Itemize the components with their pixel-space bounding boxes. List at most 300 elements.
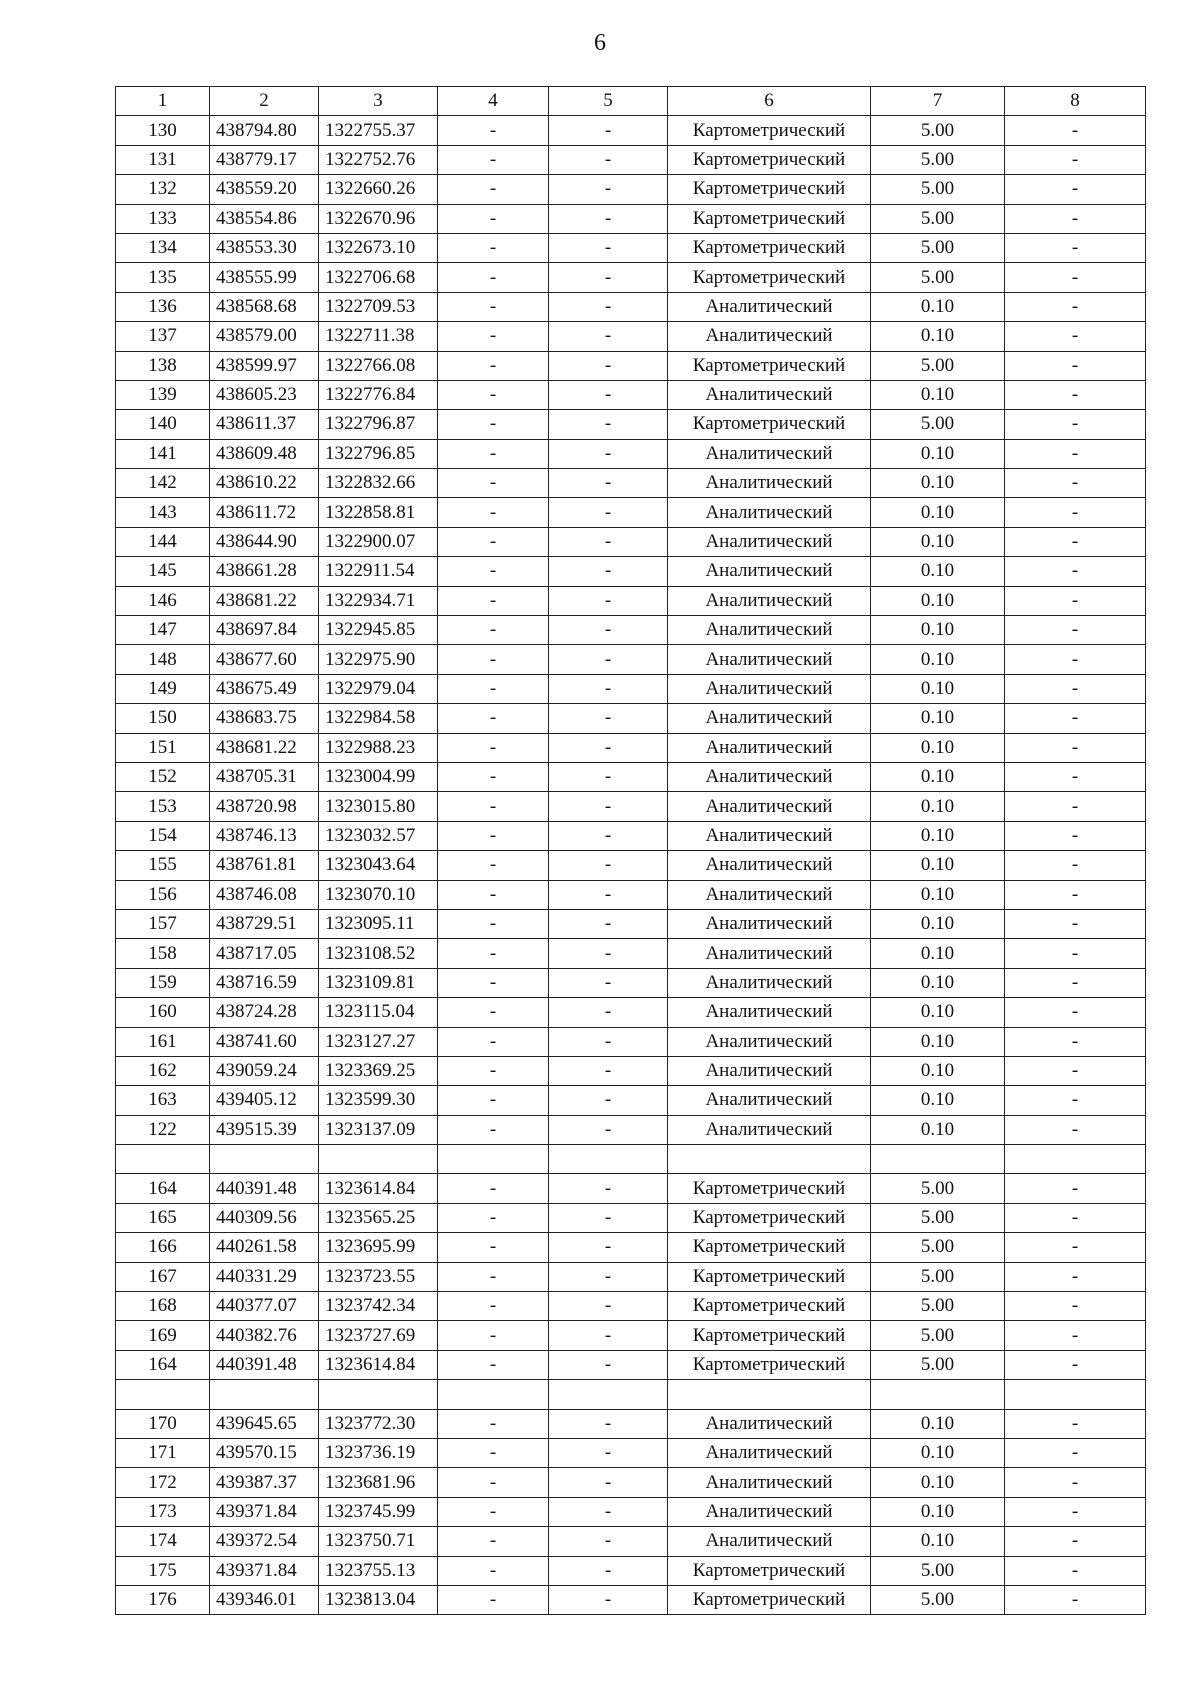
col4-cell: - <box>438 1086 549 1115</box>
col8-cell: - <box>1005 851 1146 880</box>
accuracy-cell: 5.00 <box>871 263 1005 292</box>
point-number-cell: 135 <box>116 263 210 292</box>
col5-cell: - <box>549 792 668 821</box>
col5-cell: - <box>549 292 668 321</box>
point-number-cell: 174 <box>116 1527 210 1556</box>
accuracy-cell: 0.10 <box>871 1115 1005 1144</box>
y-coordinate-cell: 1323723.55 <box>319 1262 438 1291</box>
method-cell: Аналитический <box>668 322 871 351</box>
accuracy-cell: 0.10 <box>871 527 1005 556</box>
y-coordinate-cell: 1322984.58 <box>319 704 438 733</box>
point-number-cell: 160 <box>116 998 210 1027</box>
point-number-cell: 132 <box>116 175 210 204</box>
method-cell: Аналитический <box>668 704 871 733</box>
accuracy-cell: 0.10 <box>871 1086 1005 1115</box>
x-coordinate-cell: 438794.80 <box>210 116 319 145</box>
table-row <box>116 586 1146 615</box>
y-coordinate-cell: 1323565.25 <box>319 1203 438 1232</box>
x-coordinate-cell: 438661.28 <box>210 557 319 586</box>
method-cell: Картометрический <box>668 351 871 380</box>
col5-cell: - <box>549 380 668 409</box>
table-row <box>116 263 1146 292</box>
y-coordinate-cell: 1322796.85 <box>319 439 438 468</box>
x-coordinate-cell: 439570.15 <box>210 1438 319 1467</box>
point-number-cell: 137 <box>116 322 210 351</box>
method-cell: Картометрический <box>668 116 871 145</box>
col4-cell: - <box>438 498 549 527</box>
y-coordinate-cell: 1322766.08 <box>319 351 438 380</box>
point-number-cell: 172 <box>116 1468 210 1497</box>
col8-cell: - <box>1005 1350 1146 1379</box>
col5-cell: - <box>549 1027 668 1056</box>
method-cell: Картометрический <box>668 145 871 174</box>
col5-cell: - <box>549 410 668 439</box>
col4-cell: - <box>438 821 549 850</box>
x-coordinate-cell: 438554.86 <box>210 204 319 233</box>
x-coordinate-cell: 439371.84 <box>210 1556 319 1585</box>
method-cell: Аналитический <box>668 1056 871 1085</box>
y-coordinate-cell: 1322911.54 <box>319 557 438 586</box>
table-row <box>116 1468 1146 1497</box>
accuracy-cell: 0.10 <box>871 498 1005 527</box>
point-number-cell: 142 <box>116 469 210 498</box>
x-coordinate-cell: 438675.49 <box>210 674 319 703</box>
col8-cell: - <box>1005 498 1146 527</box>
method-cell: Аналитический <box>668 909 871 938</box>
table-row <box>116 410 1146 439</box>
table-row <box>116 880 1146 909</box>
x-coordinate-cell: 440391.48 <box>210 1174 319 1203</box>
y-coordinate-cell: 1322988.23 <box>319 733 438 762</box>
accuracy-cell: 0.10 <box>871 909 1005 938</box>
method-cell: Картометрический <box>668 175 871 204</box>
table-row <box>116 998 1146 1027</box>
x-coordinate-cell: 438720.98 <box>210 792 319 821</box>
col8-cell: - <box>1005 1321 1146 1350</box>
accuracy-cell: 0.10 <box>871 968 1005 997</box>
col8-cell: - <box>1005 1468 1146 1497</box>
accuracy-cell: 0.10 <box>871 704 1005 733</box>
y-coordinate-cell: 1323095.11 <box>319 909 438 938</box>
method-cell: Картометрический <box>668 1203 871 1232</box>
col4-cell: - <box>438 851 549 880</box>
point-number-cell: 148 <box>116 645 210 674</box>
col4-cell: - <box>438 1350 549 1379</box>
col5-cell: - <box>549 263 668 292</box>
col4-cell: - <box>438 1409 549 1438</box>
col5-cell: - <box>549 1292 668 1321</box>
y-coordinate-cell <box>319 1380 438 1409</box>
y-coordinate-cell: 1323115.04 <box>319 998 438 1027</box>
accuracy-cell: 0.10 <box>871 792 1005 821</box>
col4-cell <box>438 1145 549 1174</box>
col4-cell <box>438 1380 549 1409</box>
col8-cell: - <box>1005 233 1146 262</box>
col8-cell: - <box>1005 1233 1146 1262</box>
method-cell: Аналитический <box>668 733 871 762</box>
method-cell: Аналитический <box>668 1527 871 1556</box>
col5-cell: - <box>549 939 668 968</box>
table-row <box>116 1027 1146 1056</box>
y-coordinate-cell: 1322796.87 <box>319 410 438 439</box>
x-coordinate-cell <box>210 1380 319 1409</box>
col5-cell: - <box>549 1321 668 1350</box>
x-coordinate-cell: 440261.58 <box>210 1233 319 1262</box>
method-cell: Аналитический <box>668 469 871 498</box>
x-coordinate-cell: 438599.97 <box>210 351 319 380</box>
col8-cell: - <box>1005 1056 1146 1085</box>
x-coordinate-cell: 438681.22 <box>210 733 319 762</box>
y-coordinate-cell: 1323043.64 <box>319 851 438 880</box>
method-cell: Аналитический <box>668 674 871 703</box>
col8-cell: - <box>1005 939 1146 968</box>
col4-cell: - <box>438 410 549 439</box>
point-number-cell: 145 <box>116 557 210 586</box>
accuracy-cell: 0.10 <box>871 1027 1005 1056</box>
y-coordinate-cell: 1322975.90 <box>319 645 438 674</box>
method-cell: Аналитический <box>668 1438 871 1467</box>
col5-cell: - <box>549 439 668 468</box>
x-coordinate-cell: 439515.39 <box>210 1115 319 1144</box>
col4-cell: - <box>438 1027 549 1056</box>
y-coordinate-cell: 1323736.19 <box>319 1438 438 1467</box>
col4-cell: - <box>438 380 549 409</box>
point-number-cell: 141 <box>116 439 210 468</box>
header-col-6: 6 <box>668 87 871 116</box>
method-cell: Аналитический <box>668 792 871 821</box>
x-coordinate-cell: 438681.22 <box>210 586 319 615</box>
x-coordinate-cell: 438705.31 <box>210 762 319 791</box>
table-row <box>116 1086 1146 1115</box>
y-coordinate-cell: 1323127.27 <box>319 1027 438 1056</box>
col8-cell <box>1005 1380 1146 1409</box>
y-coordinate-cell: 1323750.71 <box>319 1527 438 1556</box>
col8-cell: - <box>1005 998 1146 1027</box>
accuracy-cell <box>871 1145 1005 1174</box>
x-coordinate-cell: 439405.12 <box>210 1086 319 1115</box>
coordinates-table <box>115 86 1146 1615</box>
method-cell: Аналитический <box>668 968 871 997</box>
col4-cell: - <box>438 1321 549 1350</box>
col4-cell: - <box>438 233 549 262</box>
y-coordinate-cell: 1323004.99 <box>319 762 438 791</box>
point-number-cell: 173 <box>116 1497 210 1526</box>
table-row <box>116 145 1146 174</box>
y-coordinate-cell: 1323742.34 <box>319 1292 438 1321</box>
col5-cell: - <box>549 851 668 880</box>
table-row <box>116 1056 1146 1085</box>
col4-cell: - <box>438 469 549 498</box>
table-row <box>116 233 1146 262</box>
table-row <box>116 733 1146 762</box>
col8-cell: - <box>1005 1585 1146 1614</box>
accuracy-cell: 0.10 <box>871 762 1005 791</box>
point-number-cell: 139 <box>116 380 210 409</box>
table-row <box>116 175 1146 204</box>
accuracy-cell: 0.10 <box>871 733 1005 762</box>
x-coordinate-cell: 438568.68 <box>210 292 319 321</box>
header-col-1: 1 <box>116 87 210 116</box>
y-coordinate-cell: 1322711.38 <box>319 322 438 351</box>
table-row <box>116 821 1146 850</box>
col4-cell: - <box>438 998 549 1027</box>
accuracy-cell: 5.00 <box>871 233 1005 262</box>
method-cell: Картометрический <box>668 410 871 439</box>
header-row <box>116 87 1146 116</box>
col5-cell: - <box>549 557 668 586</box>
accuracy-cell: 5.00 <box>871 1292 1005 1321</box>
col8-cell: - <box>1005 116 1146 145</box>
col5-cell: - <box>549 968 668 997</box>
accuracy-cell: 5.00 <box>871 175 1005 204</box>
col8-cell: - <box>1005 557 1146 586</box>
method-cell: Картометрический <box>668 204 871 233</box>
table-row <box>116 968 1146 997</box>
table-row <box>116 439 1146 468</box>
col5-cell: - <box>549 645 668 674</box>
point-number-cell: 130 <box>116 116 210 145</box>
col8-cell: - <box>1005 792 1146 821</box>
col8-cell: - <box>1005 1527 1146 1556</box>
point-number-cell <box>116 1145 210 1174</box>
y-coordinate-cell: 1322945.85 <box>319 616 438 645</box>
col4-cell: - <box>438 968 549 997</box>
col8-cell: - <box>1005 1174 1146 1203</box>
point-number-cell: 171 <box>116 1438 210 1467</box>
col4-cell: - <box>438 674 549 703</box>
point-number-cell: 169 <box>116 1321 210 1350</box>
accuracy-cell: 0.10 <box>871 998 1005 1027</box>
y-coordinate-cell: 1322776.84 <box>319 380 438 409</box>
table-row <box>116 1292 1146 1321</box>
point-number-cell: 133 <box>116 204 210 233</box>
point-number-cell: 167 <box>116 1262 210 1291</box>
point-number-cell: 175 <box>116 1556 210 1585</box>
col5-cell <box>549 1145 668 1174</box>
col5-cell: - <box>549 1115 668 1144</box>
y-coordinate-cell: 1323614.84 <box>319 1174 438 1203</box>
table-row <box>116 792 1146 821</box>
x-coordinate-cell: 439372.54 <box>210 1527 319 1556</box>
col8-cell: - <box>1005 762 1146 791</box>
x-coordinate-cell: 439371.84 <box>210 1497 319 1526</box>
col5-cell: - <box>549 1556 668 1585</box>
method-cell: Аналитический <box>668 645 871 674</box>
y-coordinate-cell: 1322709.53 <box>319 292 438 321</box>
table-row <box>116 1321 1146 1350</box>
point-number-cell: 156 <box>116 880 210 909</box>
col4-cell: - <box>438 616 549 645</box>
point-number-cell: 140 <box>116 410 210 439</box>
col8-cell: - <box>1005 704 1146 733</box>
col5-cell: - <box>549 1497 668 1526</box>
point-number-cell: 164 <box>116 1350 210 1379</box>
method-cell: Аналитический <box>668 762 871 791</box>
col5-cell: - <box>549 733 668 762</box>
y-coordinate-cell: 1323137.09 <box>319 1115 438 1144</box>
col8-cell: - <box>1005 263 1146 292</box>
table-row <box>116 527 1146 556</box>
x-coordinate-cell: 438644.90 <box>210 527 319 556</box>
accuracy-cell: 0.10 <box>871 851 1005 880</box>
col4-cell: - <box>438 1556 549 1585</box>
point-number-cell: 152 <box>116 762 210 791</box>
x-coordinate-cell: 438746.13 <box>210 821 319 850</box>
y-coordinate-cell: 1323109.81 <box>319 968 438 997</box>
col8-cell: - <box>1005 1556 1146 1585</box>
table-row <box>116 1380 1146 1409</box>
col8-cell: - <box>1005 586 1146 615</box>
col5-cell: - <box>549 909 668 938</box>
col8-cell: - <box>1005 1027 1146 1056</box>
x-coordinate-cell: 439645.65 <box>210 1409 319 1438</box>
x-coordinate-cell: 438683.75 <box>210 704 319 733</box>
table-row <box>116 851 1146 880</box>
col8-cell: - <box>1005 616 1146 645</box>
x-coordinate-cell: 438609.48 <box>210 439 319 468</box>
point-number-cell: 134 <box>116 233 210 262</box>
point-number-cell: 146 <box>116 586 210 615</box>
method-cell <box>668 1380 871 1409</box>
table-row <box>116 674 1146 703</box>
col4-cell: - <box>438 1497 549 1526</box>
col5-cell: - <box>549 1056 668 1085</box>
table-row <box>116 1438 1146 1467</box>
accuracy-cell: 5.00 <box>871 116 1005 145</box>
table-row <box>116 292 1146 321</box>
x-coordinate-cell: 440377.07 <box>210 1292 319 1321</box>
col8-cell: - <box>1005 968 1146 997</box>
accuracy-cell: 5.00 <box>871 145 1005 174</box>
accuracy-cell: 0.10 <box>871 380 1005 409</box>
x-coordinate-cell: 438555.99 <box>210 263 319 292</box>
y-coordinate-cell: 1323015.80 <box>319 792 438 821</box>
method-cell: Картометрический <box>668 1350 871 1379</box>
x-coordinate-cell: 438761.81 <box>210 851 319 880</box>
accuracy-cell <box>871 1380 1005 1409</box>
col5-cell: - <box>549 616 668 645</box>
accuracy-cell: 0.10 <box>871 880 1005 909</box>
table-row <box>116 1556 1146 1585</box>
table-row <box>116 1174 1146 1203</box>
col8-cell: - <box>1005 1203 1146 1232</box>
col8-cell: - <box>1005 410 1146 439</box>
x-coordinate-cell: 440331.29 <box>210 1262 319 1291</box>
y-coordinate-cell: 1322752.76 <box>319 145 438 174</box>
x-coordinate-cell: 438741.60 <box>210 1027 319 1056</box>
method-cell: Картометрический <box>668 263 871 292</box>
method-cell: Аналитический <box>668 616 871 645</box>
accuracy-cell: 0.10 <box>871 674 1005 703</box>
accuracy-cell: 0.10 <box>871 557 1005 586</box>
method-cell: Картометрический <box>668 1233 871 1262</box>
col8-cell <box>1005 1145 1146 1174</box>
col5-cell: - <box>549 145 668 174</box>
y-coordinate-cell: 1323614.84 <box>319 1350 438 1379</box>
header-col-7: 7 <box>871 87 1005 116</box>
method-cell: Аналитический <box>668 1115 871 1144</box>
point-number-cell: 170 <box>116 1409 210 1438</box>
accuracy-cell: 5.00 <box>871 410 1005 439</box>
col5-cell: - <box>549 1585 668 1614</box>
point-number-cell: 143 <box>116 498 210 527</box>
method-cell: Аналитический <box>668 557 871 586</box>
accuracy-cell: 0.10 <box>871 1438 1005 1467</box>
x-coordinate-cell: 438553.30 <box>210 233 319 262</box>
col4-cell: - <box>438 1527 549 1556</box>
accuracy-cell: 5.00 <box>871 1174 1005 1203</box>
col5-cell: - <box>549 998 668 1027</box>
col5-cell <box>549 1380 668 1409</box>
col5-cell: - <box>549 1174 668 1203</box>
col5-cell: - <box>549 1262 668 1291</box>
x-coordinate-cell: 438746.08 <box>210 880 319 909</box>
col8-cell: - <box>1005 527 1146 556</box>
header-col-5: 5 <box>549 87 668 116</box>
col8-cell: - <box>1005 439 1146 468</box>
col8-cell: - <box>1005 175 1146 204</box>
accuracy-cell: 0.10 <box>871 939 1005 968</box>
col5-cell: - <box>549 1438 668 1467</box>
col4-cell: - <box>438 1292 549 1321</box>
header-col-4: 4 <box>438 87 549 116</box>
col4-cell: - <box>438 645 549 674</box>
method-cell: Аналитический <box>668 1086 871 1115</box>
col4-cell: - <box>438 704 549 733</box>
table-row <box>116 1233 1146 1262</box>
point-number-cell: 165 <box>116 1203 210 1232</box>
col8-cell: - <box>1005 1292 1146 1321</box>
method-cell: Картометрический <box>668 1321 871 1350</box>
accuracy-cell: 5.00 <box>871 1556 1005 1585</box>
col5-cell: - <box>549 1468 668 1497</box>
col8-cell: - <box>1005 204 1146 233</box>
table-row <box>116 557 1146 586</box>
table-row <box>116 1262 1146 1291</box>
col5-cell: - <box>549 704 668 733</box>
point-number-cell: 161 <box>116 1027 210 1056</box>
x-coordinate-cell: 438697.84 <box>210 616 319 645</box>
point-number-cell: 158 <box>116 939 210 968</box>
col8-cell: - <box>1005 1438 1146 1467</box>
y-coordinate-cell: 1322934.71 <box>319 586 438 615</box>
accuracy-cell: 5.00 <box>871 351 1005 380</box>
x-coordinate-cell: 438779.17 <box>210 145 319 174</box>
col4-cell: - <box>438 1203 549 1232</box>
col4-cell: - <box>438 909 549 938</box>
table-row <box>116 616 1146 645</box>
point-number-cell: 131 <box>116 145 210 174</box>
x-coordinate-cell: 438610.22 <box>210 469 319 498</box>
point-number-cell: 157 <box>116 909 210 938</box>
point-number-cell: 155 <box>116 851 210 880</box>
x-coordinate-cell: 438677.60 <box>210 645 319 674</box>
point-number-cell: 159 <box>116 968 210 997</box>
method-cell: Аналитический <box>668 1027 871 1056</box>
col4-cell: - <box>438 204 549 233</box>
method-cell <box>668 1145 871 1174</box>
col8-cell: - <box>1005 1409 1146 1438</box>
col4-cell: - <box>438 1468 549 1497</box>
col4-cell: - <box>438 292 549 321</box>
x-coordinate-cell: 438729.51 <box>210 909 319 938</box>
table-row <box>116 1350 1146 1379</box>
x-coordinate-cell: 438716.59 <box>210 968 319 997</box>
y-coordinate-cell: 1322660.26 <box>319 175 438 204</box>
col4-cell: - <box>438 263 549 292</box>
table-row <box>116 1409 1146 1438</box>
y-coordinate-cell: 1323745.99 <box>319 1497 438 1526</box>
